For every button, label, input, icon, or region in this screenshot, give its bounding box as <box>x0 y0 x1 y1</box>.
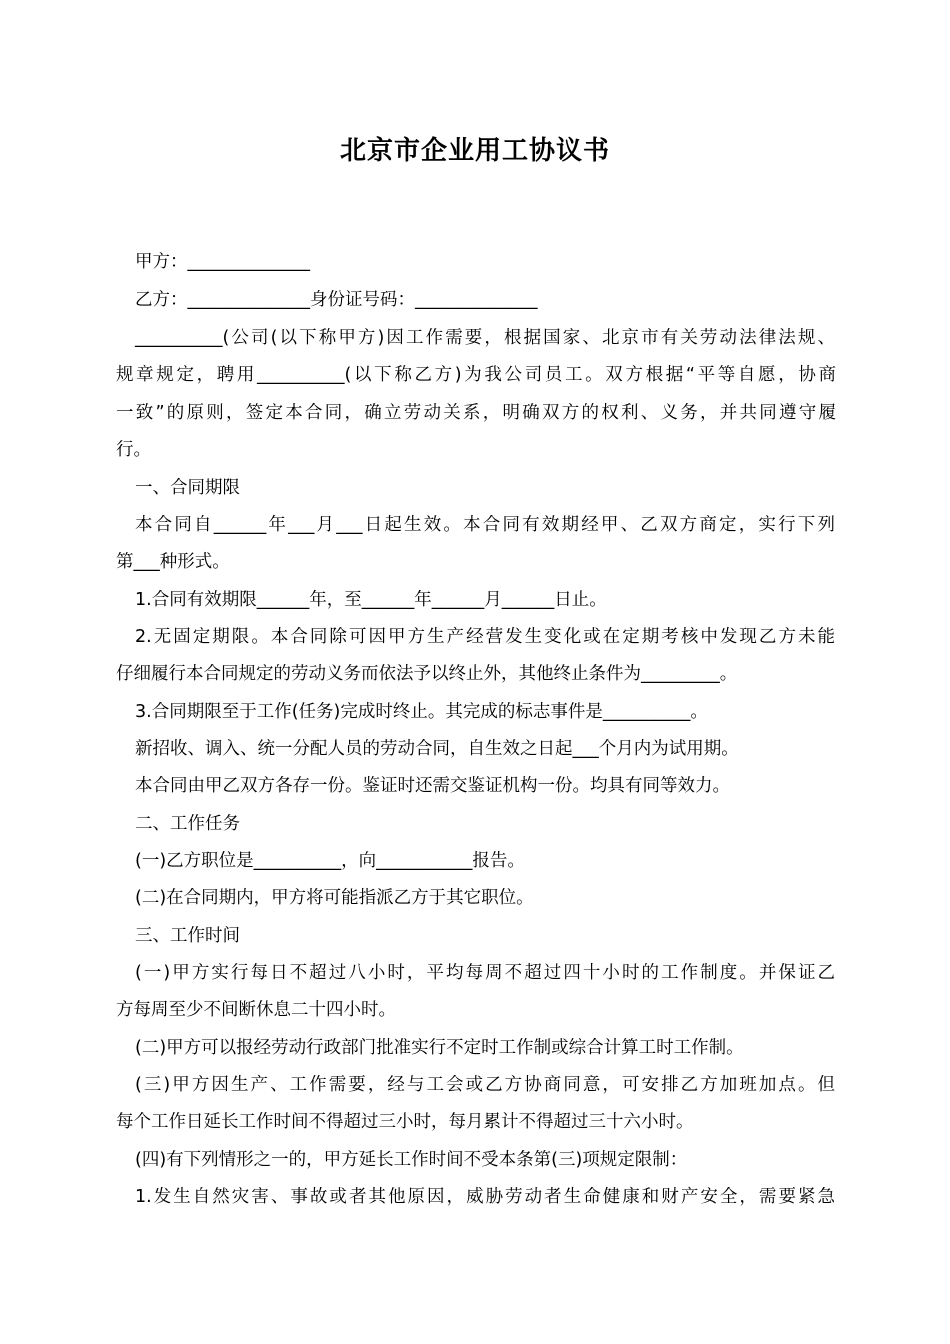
paragraph-line: __________(公司(以下称甲方)因工作需要，根据国家、北京市有关劳动法律法规、 <box>135 328 835 348</box>
paragraph-line: 规章规定，聘用__________(以下称乙方)为我公司员工。双方根据“平等自愿，协商 <box>116 365 836 385</box>
paragraph-line: 每个工作日延长工作时间不得超过三小时，每月累计不得超过三十六小时。 <box>116 1112 694 1132</box>
document-title: 北京市企业用工协议书 <box>339 136 610 166</box>
paragraph-line: (三)甲方因生产、工作需要，经与工会或乙方协商同意，可安排乙方加班加点。但 <box>135 1075 835 1095</box>
paragraph-line: 第___种形式。 <box>116 552 230 572</box>
section-heading: 一、合同期限 <box>135 478 240 498</box>
party-a-line: 甲方：______________ <box>135 252 310 272</box>
paragraph-line: 1.发生自然灾害、事故或者其他原因，威胁劳动者生命健康和财产安全，需要紧急 <box>135 1187 835 1207</box>
section-heading: 三、工作时间 <box>135 926 240 946</box>
paragraph-line: 方每周至少不间断休息二十四小时。 <box>116 1000 396 1020</box>
paragraph-line: 行。 <box>116 440 151 460</box>
section-heading: 二、工作任务 <box>135 814 240 834</box>
paragraph-line: 3.合同期限至于工作(任务)完成时终止。其完成的标志事件是__________。 <box>135 702 708 722</box>
paragraph-line: 一致”的原则，签定本合同，确立劳动关系，明确双方的权利、义务，并共同遵守履 <box>116 403 836 423</box>
paragraph-line: 仔细履行本合同规定的劳动义务而依法予以终止外，其他终止条件为_________。 <box>116 664 738 684</box>
paragraph-line: (二)在合同期内，甲方将可能指派乙方于其它职位。 <box>135 888 534 908</box>
party-b-line: 乙方：______________身份证号码：______________ <box>135 290 538 310</box>
paragraph-line: 1.合同有效期限______年，至______年______月______日止。 <box>135 590 607 610</box>
paragraph-line: 本合同由甲乙双方各存一份。鉴证时还需交鉴证机构一份。均具有同等效力。 <box>135 776 730 796</box>
paragraph-line: (四)有下列情形之一的，甲方延长工作时间不受本条第(三)项规定限制： <box>135 1150 688 1170</box>
paragraph-line: 2.无固定期限。本合同除可因甲方生产经营发生变化或在定期考核中发现乙方未能 <box>135 627 835 647</box>
paragraph-line: (一)甲方实行每日不超过八小时，平均每周不超过四十小时的工作制度。并保证乙 <box>135 963 835 983</box>
paragraph-line: 新招收、调入、统一分配人员的劳动合同，自生效之日起___个月内为试用期。 <box>135 739 739 759</box>
paragraph-line: 本合同自______年___月___日起生效。本合同有效期经甲、乙双方商定，实行下列 <box>135 515 835 535</box>
paragraph-line: (二)甲方可以报经劳动行政部门批准实行不定时工作制或综合计算工时工作制。 <box>135 1038 744 1058</box>
paragraph-line: (一)乙方职位是__________，向___________报告。 <box>135 851 525 871</box>
